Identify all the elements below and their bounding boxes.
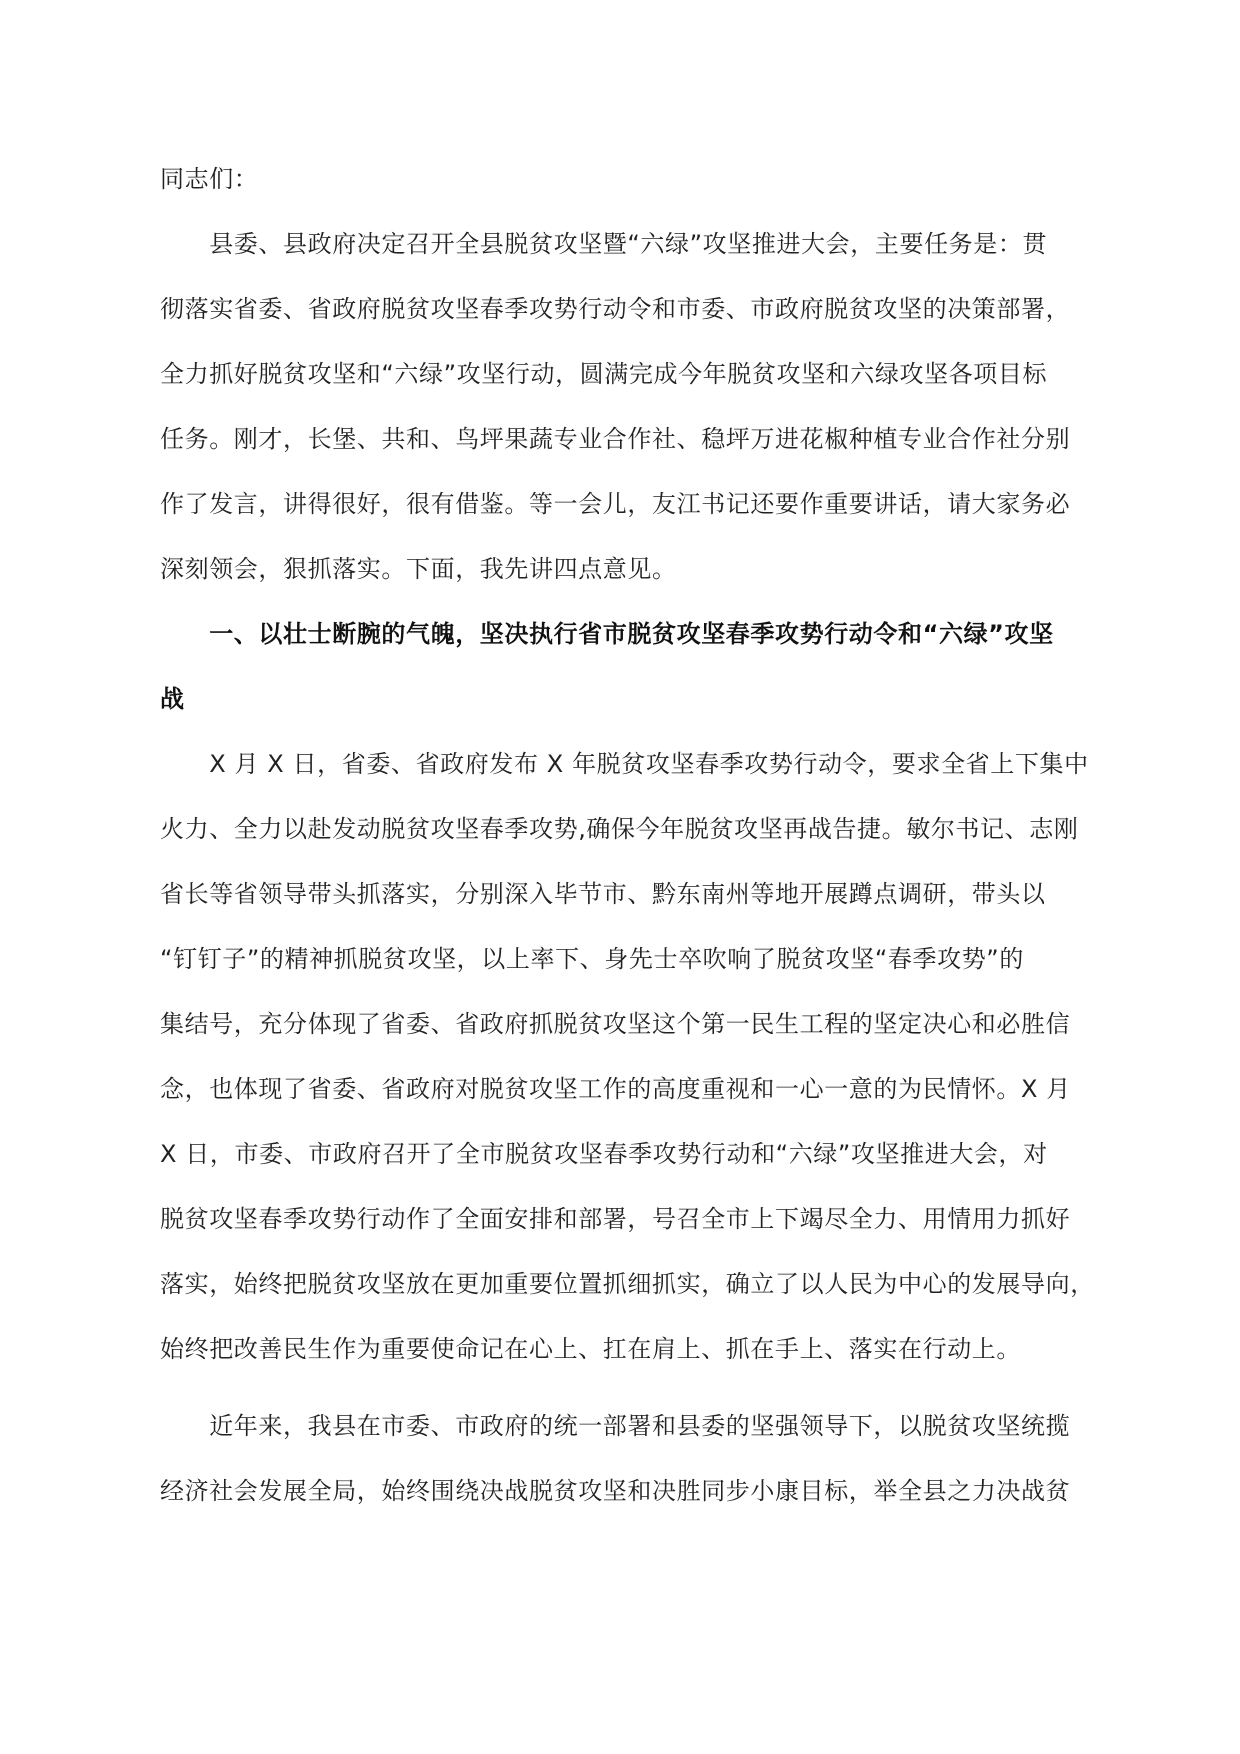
body-line: 县委、县政府决定召开全县脱贫攻坚暨“六绿”攻坚推进大会，主要任务是：贯 [160,230,1048,258]
body-line: 彻落实省委、省政府脱贫攻坚春季攻势行动令和市委、市政府脱贫攻坚的决策部署， [160,295,1071,323]
body-line: X 月 X 日，省委、省政府发布 X 年脱贫攻坚春季攻势行动令，要求全省上下集中 [160,750,1089,778]
body-line: 火力、全力以赴发动脱贫攻坚春季攻势,确保今年脱贫攻坚再战告捷。敏尔书记、志刚 [160,815,1079,843]
section-heading: 战 [160,685,185,713]
body-line: 经济社会发展全局，始终围绕决战脱贫攻坚和决胜同步小康目标，举全县之力决战贫 [160,1477,1071,1505]
body-line: 全力抓好脱贫攻坚和“六绿”攻坚行动，圆满完成今年脱贫攻坚和六绿攻坚各项目标 [160,360,1048,388]
body-line: 省长等省领导带头抓落实，分别深入毕节市、黔东南州等地开展蹲点调研，带头以 [160,880,1046,908]
salutation: 同志们： [160,165,259,193]
body-line: 脱贫攻坚春季攻势行动作了全面安排和部署，号召全市上下竭尽全力、用情用力抓好 [160,1205,1071,1233]
body-line: 任务。刚才，长堡、共和、鸟坪果蔬专业合作社、稳坪万进花椒种植专业合作社分别 [160,425,1071,453]
body-line: 落实，始终把脱贫攻坚放在更加重要位置抓细抓实，确立了以人民为中心的发展导向， [160,1270,1095,1298]
section-heading: 一、以壮士断腕的气魄，坚决执行省市脱贫攻坚春季攻势行动令和“六绿”攻坚 [160,620,1054,648]
body-line: “钉钉子”的精神抓脱贫攻坚，以上率下、身先士卒吹响了脱贫攻坚“春季攻势”的 [160,945,1024,973]
body-line: 近年来，我县在市委、市政府的统一部署和县委的坚强领导下，以脱贫攻坚统揽 [160,1412,1071,1440]
body-line: 集结号，充分体现了省委、省政府抓脱贫攻坚这个第一民生工程的坚定决心和必胜信 [160,1010,1071,1038]
body-line: X 日，市委、市政府召开了全市脱贫攻坚春季攻势行动和“六绿”攻坚推进大会，对 [160,1140,1048,1168]
body-line: 始终把改善民生作为重要使命记在心上、扛在肩上、抓在手上、落实在行动上。 [160,1335,1021,1363]
body-line: 深刻领会，狠抓落实。下面，我先讲四点意见。 [160,555,677,583]
body-line: 作了发言，讲得很好，很有借鉴。等一会儿，友江书记还要作重要讲话，请大家务必 [160,490,1071,518]
body-line: 念，也体现了省委、省政府对脱贫攻坚工作的高度重视和一心一意的为民情怀。X 月 [160,1075,1071,1103]
